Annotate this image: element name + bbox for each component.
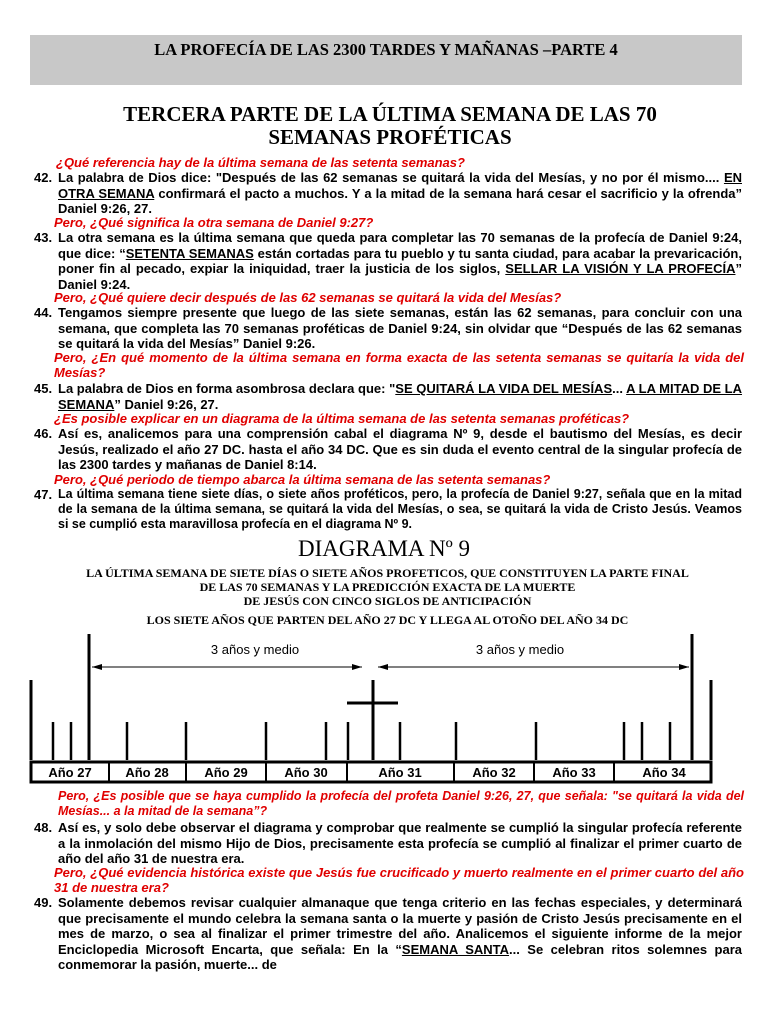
answer-44: Tengamos siempre presente que luego de las siete semanas, están las 62 semanas, para concluir con una semana, que completa las 70 semanas proféticas de Daniel 9:24, sin olvidar que “Después de las 62 semanas se quitará la vida del Mesías” Daniel 9:26. [58, 305, 742, 351]
item-number-42: 42. [34, 170, 53, 185]
item-number-43: 43. [34, 230, 53, 245]
year-label-32: Año 32 [472, 765, 516, 780]
answer-42-underlined: EN OTRA SEMANA [58, 170, 742, 201]
item-number-44: 44. [34, 305, 53, 320]
right-span-arrow-start [378, 664, 388, 670]
answer-43-text-1: La otra semana es la última semana que queda para completar las 70 semanas de la profecía de Daniel 9:24, que dice: “ [58, 230, 742, 261]
answer-45 [58, 381, 742, 412]
diagram-subtitle-line-2: DE LAS 70 SEMANAS Y LA PREDICCIÓN EXACTA DE LA MUERTE [199, 580, 576, 594]
left-span-arrow-start [92, 664, 102, 670]
question-49: Pero, ¿Qué evidencia histórica existe que Jesús fue crucificado y muerto realmente en el primer cuarto del año 31 de nuestra era? [54, 865, 744, 895]
answer-45-underlined-1: SE QUITARÁ LA VIDA DEL MESÍAS [395, 381, 613, 396]
left-half-label: 3 años y medio [210, 642, 300, 657]
answer-42 [58, 170, 742, 217]
answer-49-text-1: Solamente debemos revisar cualquier almanaque que tenga criterio en las fechas especiales, y determinará que precisamente el mundo celebra la semana santa o la muerte y pasión de Cristo Jesús precisamente en el mes de marzo, o sea al finalizar el primer trimestre del año. Analicemos el siguiente informe de la mejor Enciclopedia Microsoft Encarta, que señala: En la “ [58, 895, 742, 957]
diagram-subtitle-line-1: LA ÚLTIMA SEMANA DE SIETE DÍAS O SIETE AÑOS PROFETICOS, QUE CONSTITUYEN LA PARTE FINAL [86, 566, 689, 580]
answer-47: La última semana tiene siete días, o siete años proféticos, pero, la profecía de Daniel 9:27, señala que en la mitad de la semana de la última semana, se quitará la vida del Mesías, o sea, se quitará la vida de Cristo Jesús. Veamos si se cumplió esta maravillosa profecía en el diagrama Nº 9. [58, 487, 742, 531]
answer-43 [58, 230, 742, 292]
answer-43-underlined-2: SELLAR LA VISIÓN Y LA PROFECÍA [505, 261, 736, 276]
left-span-arrow-end [352, 664, 362, 670]
diagram-subtitle [30, 566, 745, 608]
diagram-title: DIAGRAMA Nº 9 [298, 536, 470, 561]
year-label-29: Año 29 [204, 765, 248, 780]
answer-45-text-1: La palabra de Dios en forma asombrosa declara que: " [58, 381, 396, 396]
answer-43-text-3: ” Daniel 9:24. [58, 261, 742, 292]
question-44: Pero, ¿Qué quiere decir después de las 62 semanas se quitará la vida del Mesías? [54, 290, 562, 305]
item-number-45: 45. [34, 381, 53, 396]
year-label-30: Año 30 [284, 765, 328, 780]
year-label-28: Año 28 [125, 765, 169, 780]
title-banner [30, 35, 742, 85]
question-47: Pero, ¿Qué periodo de tiempo abarca la última semana de las setenta semanas? [54, 472, 551, 487]
answer-46: Así es, analicemos para una comprensión cabal el diagrama Nº 9, desde el bautismo del Mesías, es decir Jesús, realizado el año 27 DC. hasta el año 34 DC. Que es sin duda el evento central de la singular profecía de las 2300 tardes y mañanas de Daniel 8:14. [58, 426, 742, 472]
answer-45-text-3: ” Daniel 9:26, 27. [114, 396, 219, 412]
question-48: Pero, ¿Es posible que se haya cumplido la profecía del profeta Daniel 9:26, 27, que señala: "se quitará la vida del Mesías... a la mitad de la semana”? [58, 789, 744, 818]
year-label-27: Año 27 [48, 765, 92, 780]
item-number-47: 47. [34, 487, 53, 502]
answer-49 [58, 895, 742, 973]
answer-43-text-2: están cortadas para tu pueblo y tu santa ciudad, para acabar la prevaricación, poner fin al pecado, expiar la iniquidad, traer la justicia de los siglos, [58, 245, 742, 276]
answer-42-text-1: La palabra de Dios dice: "Después de las 62 semanas se quitará la vida del Mesías, y no por él mismo.... [58, 170, 724, 185]
question-43: Pero, ¿Qué significa la otra semana de Daniel 9:27? [54, 215, 374, 230]
item-number-49: 49. [34, 895, 53, 910]
right-span-arrow-end [679, 664, 689, 670]
answer-43-underlined-1: SETENTA SEMANAS [125, 245, 254, 261]
day-ticks [53, 722, 670, 760]
question-45: Pero, ¿En qué momento de la última semana en forma exacta de las setenta semanas se quitaría la vida del Mesías? [54, 350, 744, 380]
section-heading-line-1: TERCERA PARTE DE LA ÚLTIMA SEMANA DE LAS 70 [123, 102, 657, 126]
section-heading [40, 103, 740, 149]
diagram-caption: LOS SIETE AÑOS QUE PARTEN DEL AÑO 27 DC Y LLEGA AL OTOÑO DEL AÑO 34 DC [146, 613, 629, 627]
item-number-46: 46. [34, 426, 53, 441]
answer-45-text-2: ... [612, 381, 627, 396]
question-42: ¿Qué referencia hay de la última semana de las setenta semanas? [56, 155, 465, 170]
section-heading-line-2: SEMANAS PROFÉTICAS [268, 125, 512, 149]
answer-49-text-2: ... Se celebran ritos solemnes para conmemorar la pasión, muerte... de [58, 941, 742, 972]
right-half-label: 3 años y medio [475, 642, 565, 657]
year-label-34: Año 34 [642, 765, 686, 780]
answer-49-underlined: SEMANA SANTA [401, 941, 510, 957]
document-title: LA PROFECÍA DE LAS 2300 TARDES Y MAÑANAS –PARTE 4 [154, 40, 618, 59]
year-label-33: Año 33 [552, 765, 596, 780]
answer-42-text-2: confirmará el pacto a muchos. Y a la mitad de la semana hará cesar el sacrificio y la ofrenda” Daniel 9:26, 27. [58, 185, 743, 216]
timeline-diagram [0, 630, 768, 785]
item-number-48: 48. [34, 820, 53, 835]
year-label-31: Año 31 [378, 765, 422, 780]
cross-icon [347, 680, 398, 760]
question-46: ¿Es posible explicar en un diagrama de la última semana de las setenta semanas proféticas? [54, 411, 630, 426]
diagram-subtitle-line-3: DE JESÚS CON CINCO SIGLOS DE ANTICIPACIÓN [243, 594, 532, 608]
answer-48: Así es, y solo debe observar el diagrama y comprobar que realmente se cumplió la singular profecía referente a la inmolación del mismo Hijo de Dios, precisamente esta profecía se cumplió al finalizar el primer cuarto de año del año 31 de nuestra era. [58, 820, 742, 866]
answer-45-underlined-2: A LA MITAD DE LA SEMANA [58, 381, 743, 412]
